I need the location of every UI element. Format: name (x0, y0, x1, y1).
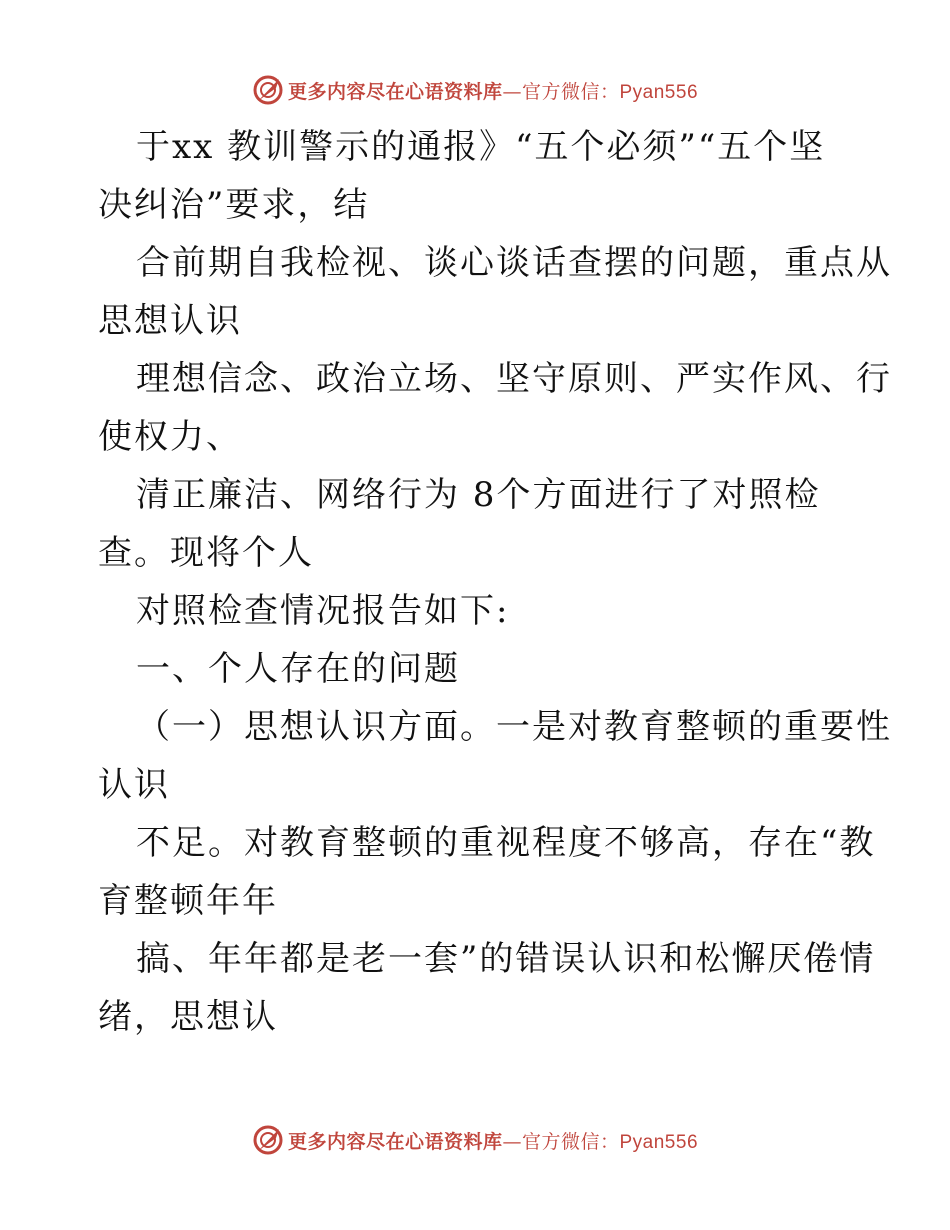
body-line: 使权力、 (98, 417, 242, 457)
body-line: 不足。对教育整顿的重视程度不够高，存在“教 (136, 823, 876, 863)
document-body (98, 118, 892, 1046)
body-line: 育整顿年年 (98, 881, 278, 921)
body-line: 清正廉洁、网络行为 8个方面进行了对照检 (136, 475, 821, 515)
footer-contact: 官方微信：Pyan556 (522, 1131, 699, 1153)
footer-banner-text (288, 1127, 698, 1154)
header-contact: 官方微信：Pyan556 (522, 81, 699, 103)
header-banner (0, 70, 950, 110)
body-line: 决纠治”要求，结 (98, 185, 370, 225)
body-line: 理想信念、政治立场、坚守原则、严实作风、行 (136, 359, 892, 399)
body-line: 合前期自我检视、谈心谈话查摆的问题，重点从 (136, 243, 892, 283)
body-line: 认识 (98, 765, 170, 805)
header-banner-text (288, 77, 698, 104)
body-line: 绪，思想认 (98, 997, 278, 1037)
body-line: （一）思想认识方面。一是对教育整顿的重要性 (136, 707, 892, 747)
body-line: 对照检查情况报告如下: (136, 591, 510, 631)
section-heading: 一、个人存在的问题 (136, 649, 460, 689)
header-separator: — (502, 80, 522, 103)
body-line: 搞、年年都是老一套”的错误认识和松懈厌倦情 (136, 939, 876, 979)
body-line: 于xx 教训警示的通报》“五个必须”“五个坚 (136, 127, 826, 167)
header-brand: 更多内容尽在心语资料库 (287, 80, 503, 103)
footer-brand: 更多内容尽在心语资料库 (287, 1130, 503, 1153)
body-line: 查。现将个人 (98, 533, 314, 573)
footer-banner (0, 1120, 950, 1160)
quill-circle-logo-icon (252, 1124, 284, 1156)
body-line: 思想认识 (98, 301, 242, 341)
footer-separator: — (502, 1130, 522, 1153)
quill-circle-logo-icon (252, 74, 284, 106)
